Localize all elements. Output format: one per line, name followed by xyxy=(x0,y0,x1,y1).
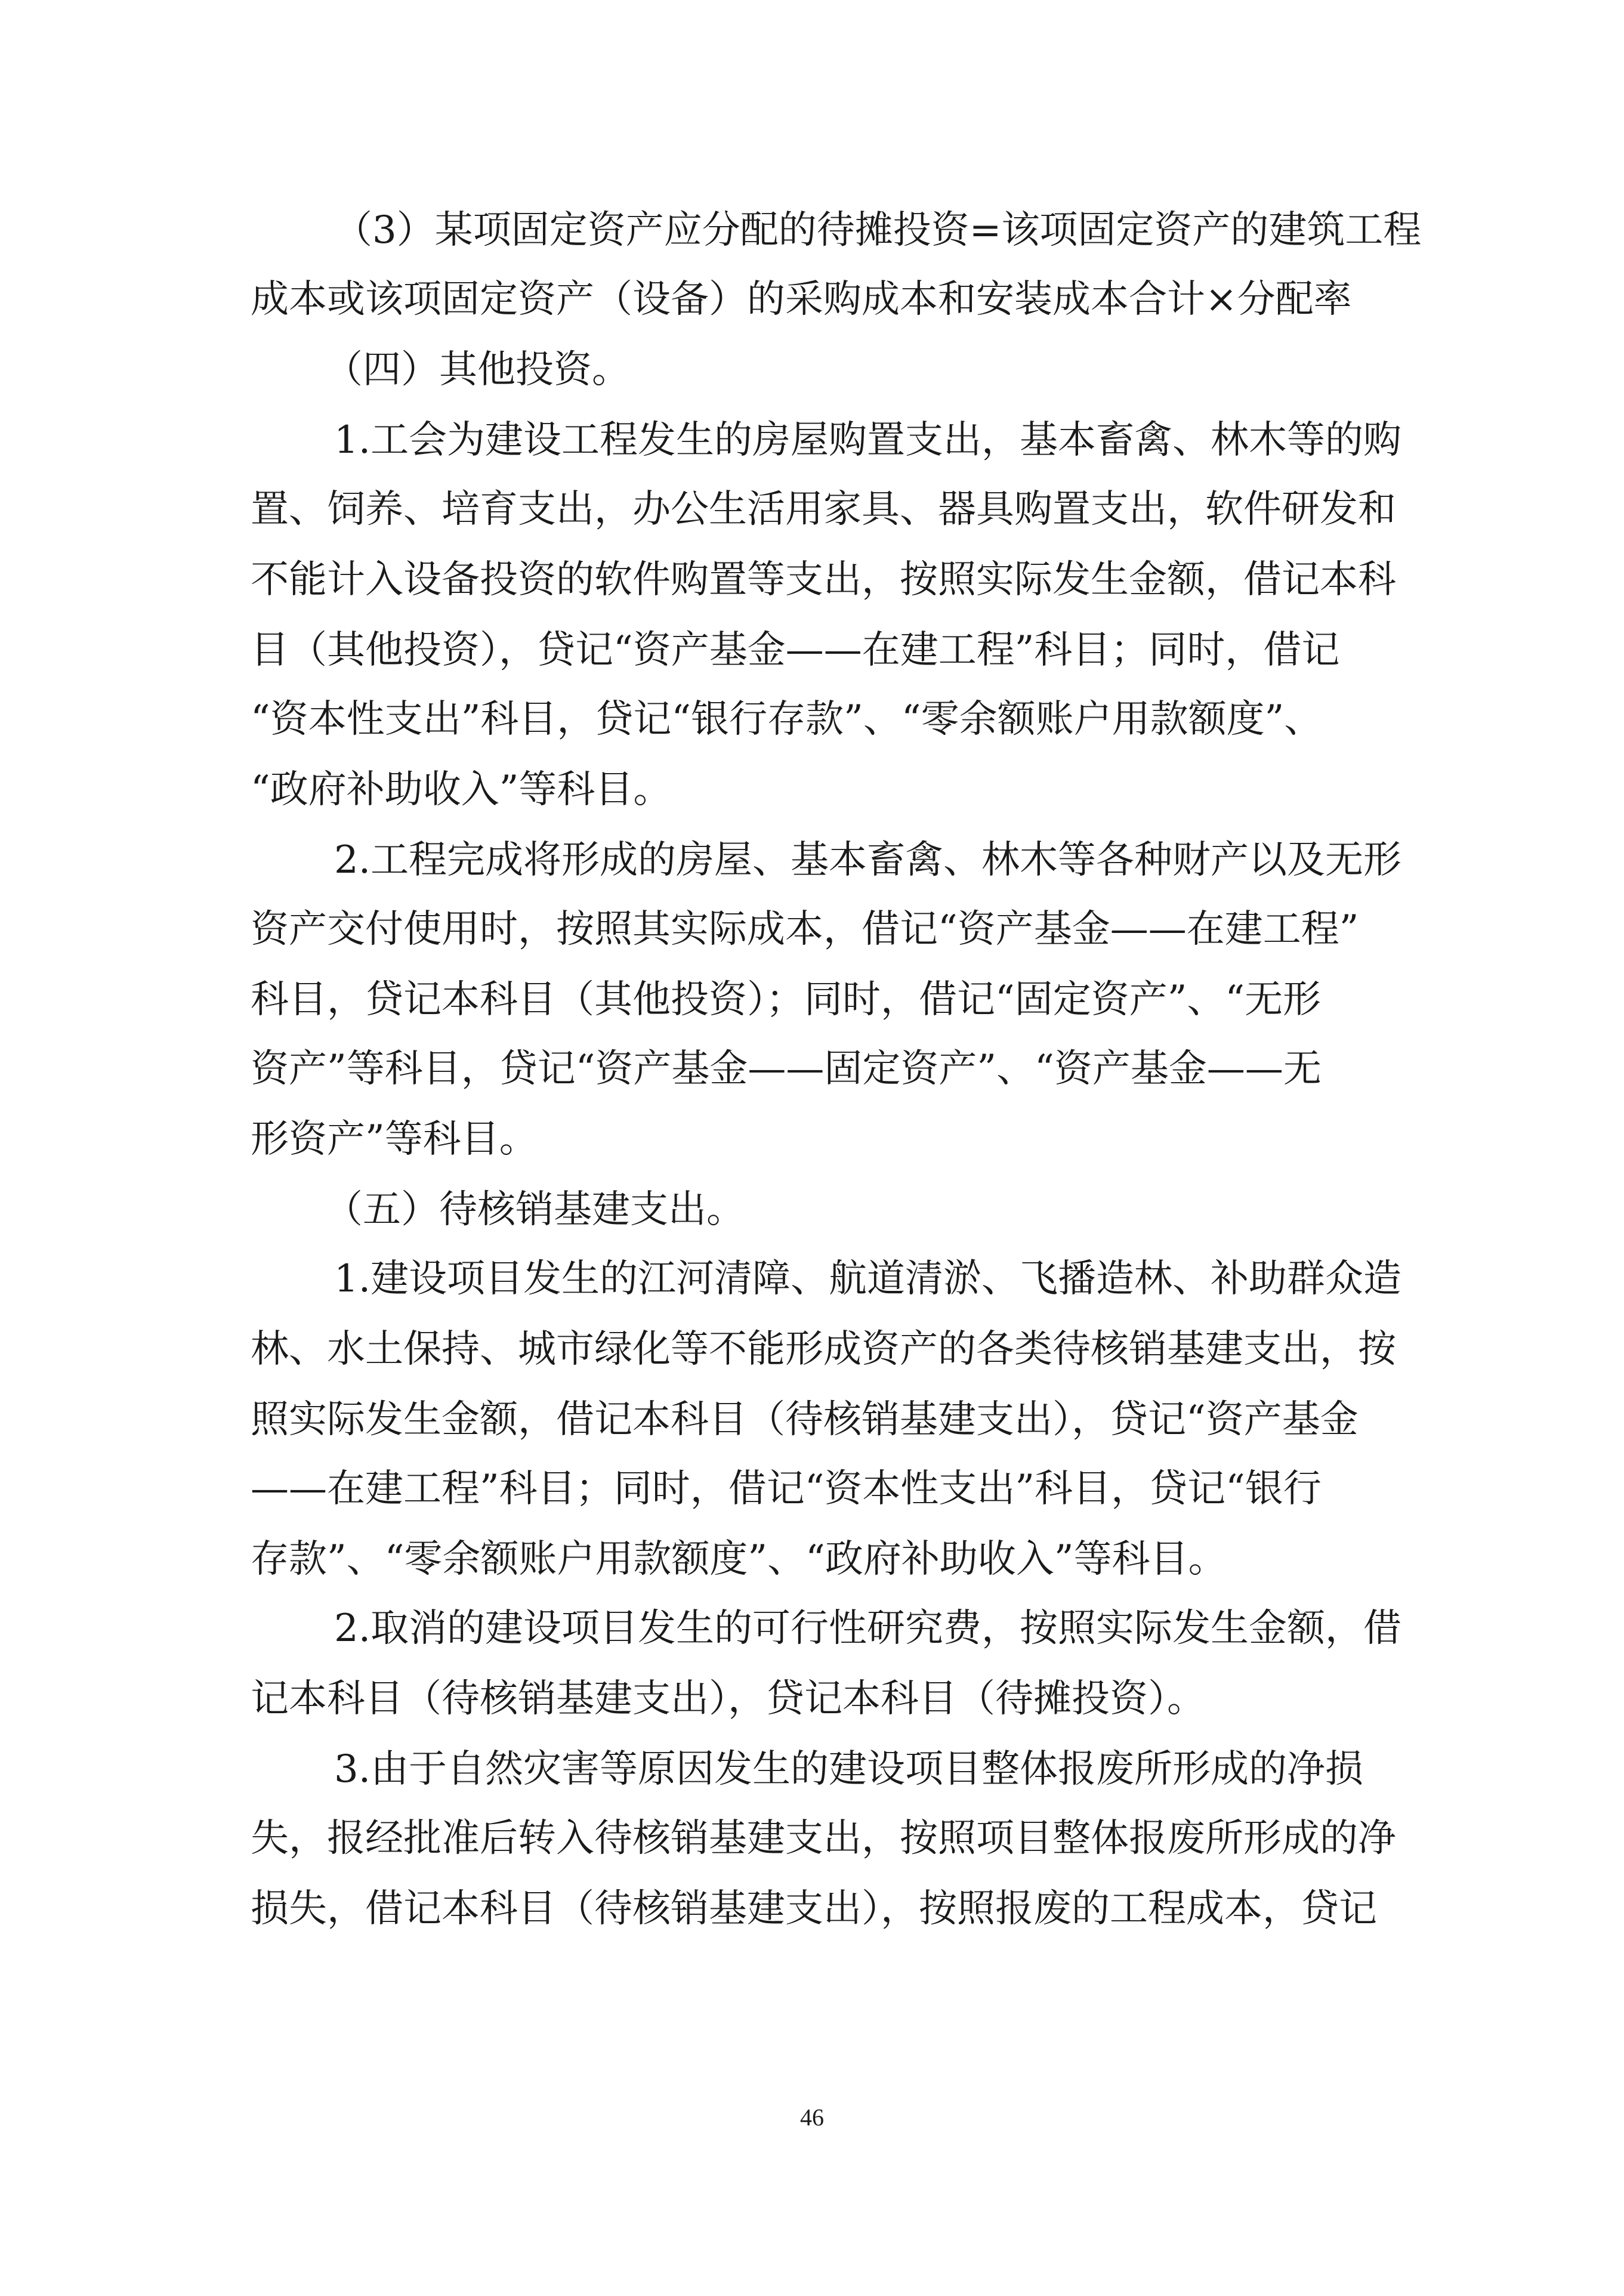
line-02: 成本或该项固定资产（设备）的采购成本和安装成本合计×分配率 xyxy=(251,277,1352,322)
line-08: “资本性支出”科目，贷记“银行存款”、“零余额账户用款额度”、 xyxy=(251,697,1323,741)
heading-pending-writeoff: （五）待核销基建支出。 xyxy=(325,1188,745,1232)
line-14: 形资产”等科目。 xyxy=(251,1117,538,1161)
line-19: ——在建工程”科目；同时，借记“资本性支出”科目，贷记“银行 xyxy=(251,1467,1322,1511)
line-22: 记本科目（待核销基建支出），贷记本科目（待摊投资）。 xyxy=(251,1677,1205,1721)
line-11: 资产交付使用时，按照其实际成本，借记“资产基金——在建工程” xyxy=(251,907,1359,951)
line-25: 损失，借记本科目（待核销基建支出），按照报废的工程成本，贷记 xyxy=(251,1887,1377,1931)
line-24: 失，报经批准后转入待核销基建支出，按照项目整体报废所形成的净 xyxy=(251,1816,1396,1861)
line-07: 目（其他投资），贷记“资产基金——在建工程”科目；同时，借记 xyxy=(251,628,1340,672)
line-05: 置、饲养、培育支出，办公生活用家具、器具购置支出，软件研发和 xyxy=(251,487,1396,531)
line-09: “政府补助收入”等科目。 xyxy=(251,768,672,812)
line-06: 不能计入设备投资的软件购置等支出，按照实际发生金额，借记本科 xyxy=(251,558,1396,602)
line-18: 照实际发生金额，借记本科目（待核销基建支出），贷记“资产基金 xyxy=(251,1398,1359,1442)
line-17: 林、水土保持、城市绿化等不能形成资产的各类待核销基建支出，按 xyxy=(251,1327,1396,1371)
line-20: 存款”、“零余额账户用款额度”、“政府补助收入”等科目。 xyxy=(251,1537,1227,1581)
line-16: 1.建设项目发生的江河清障、航道清淤、飞播造林、补助群众造 xyxy=(334,1257,1402,1301)
line-04: 1.工会为建设工程发生的房屋购置支出，基本畜禽、林木等的购 xyxy=(334,418,1402,462)
line-23: 3.由于自然灾害等原因发生的建设项目整体报废所形成的净损 xyxy=(334,1747,1364,1791)
page-number: 46 xyxy=(800,2104,824,2131)
line-12: 科目，贷记本科目（其他投资）；同时，借记“固定资产”、“无形 xyxy=(251,978,1322,1022)
line-13: 资产”等科目，贷记“资产基金——固定资产”、“资产基金——无 xyxy=(251,1047,1322,1091)
line-10: 2.工程完成将形成的房屋、基本畜禽、林木等各种财产以及无形 xyxy=(334,838,1402,882)
line-21: 2.取消的建设项目发生的可行性研究费，按照实际发生金额，借 xyxy=(334,1606,1402,1651)
heading-other-investment: （四）其他投资。 xyxy=(325,348,630,392)
line-01: （3）某项固定资产应分配的待摊投资=该项固定资产的建筑工程 xyxy=(334,208,1422,252)
